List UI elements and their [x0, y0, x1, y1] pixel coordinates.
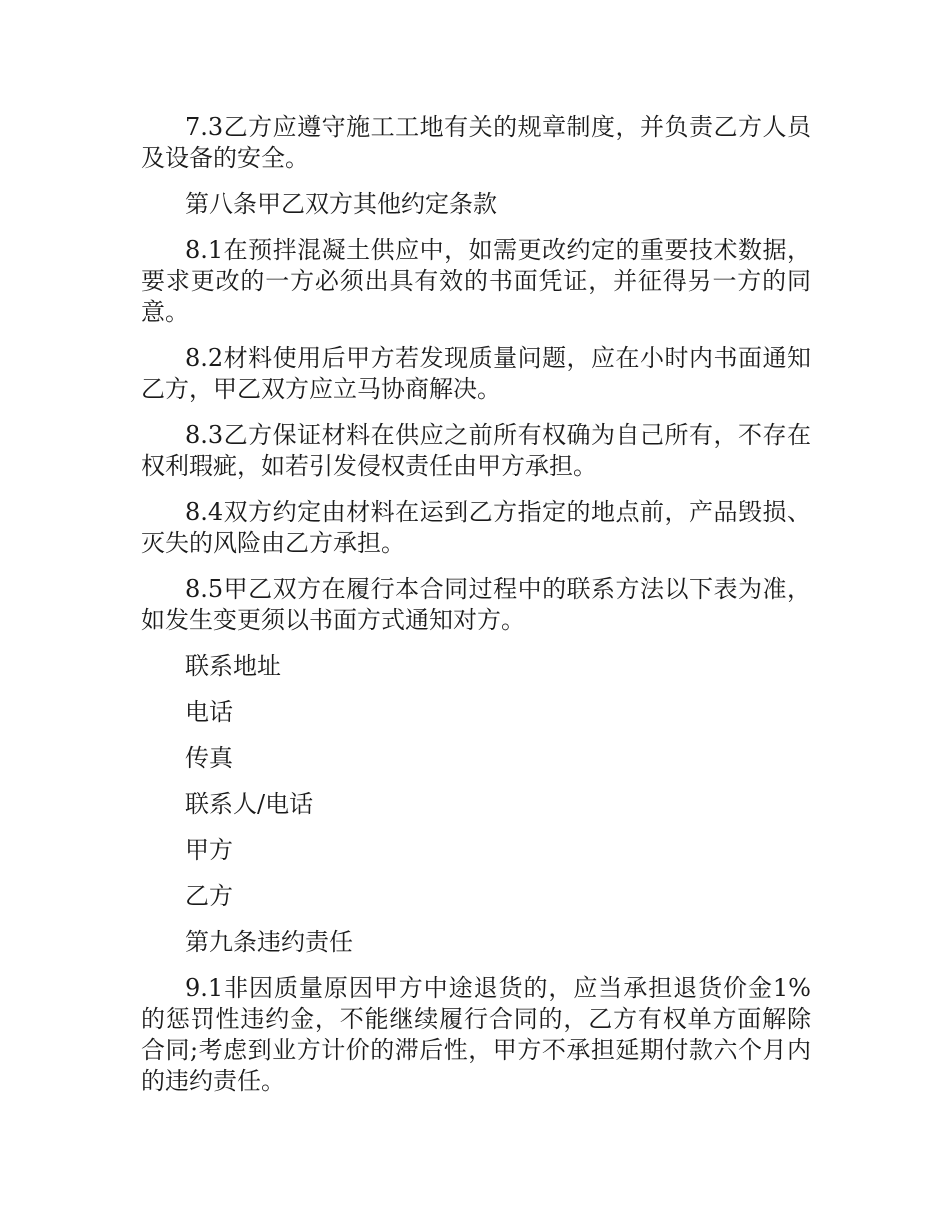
party-b-label: 乙方 — [185, 882, 233, 910]
contact-person-label: 联系人/电话 — [185, 790, 314, 818]
clause-8-3: 8.3乙方保证材料在供应之前所有权确为自己所有，不存在权利瑕疵，如若引发侵权责任由甲方承担。 — [141, 421, 811, 480]
fax-label: 传真 — [185, 744, 233, 772]
clause-8-2: 8.2材料使用后甲方若发现质量问题，应在小时内书面通知乙方，甲乙双方应立马协商解决。 — [141, 344, 811, 403]
contact-address-label: 联系地址 — [185, 652, 281, 680]
clause-8-1: 8.1在预拌混凝土供应中，如需更改约定的重要技术数据，要求更改的一方必须出具有效的书面凭证，并征得另一方的同意。 — [141, 236, 811, 326]
clause-7-3: 7.3乙方应遵守施工工地有关的规章制度，并负责乙方人员及设备的安全。 — [141, 113, 811, 172]
clause-8-5: 8.5甲乙双方在履行本合同过程中的联系方法以下表为准，如发生变更须以书面方式通知对方。 — [141, 575, 811, 634]
article-9-heading: 第九条违约责任 — [185, 928, 353, 956]
clause-9-1: 9.1非因质量原因甲方中途退货的，应当承担退货价金1%的惩罚性违约金，不能继续履行合同的，乙方有权单方面解除合同;考虑到业方计价的滞后性，甲方不承担延期付款六个月内的违约责任。 — [141, 974, 811, 1095]
document-body — [141, 112, 811, 1112]
party-a-label: 甲方 — [185, 836, 233, 864]
article-8-heading: 第八条甲乙双方其他约定条款 — [185, 190, 497, 218]
phone-label: 电话 — [185, 698, 233, 726]
clause-8-4: 8.4双方约定由材料在运到乙方指定的地点前，产品毁损、灭失的风险由乙方承担。 — [141, 498, 811, 557]
